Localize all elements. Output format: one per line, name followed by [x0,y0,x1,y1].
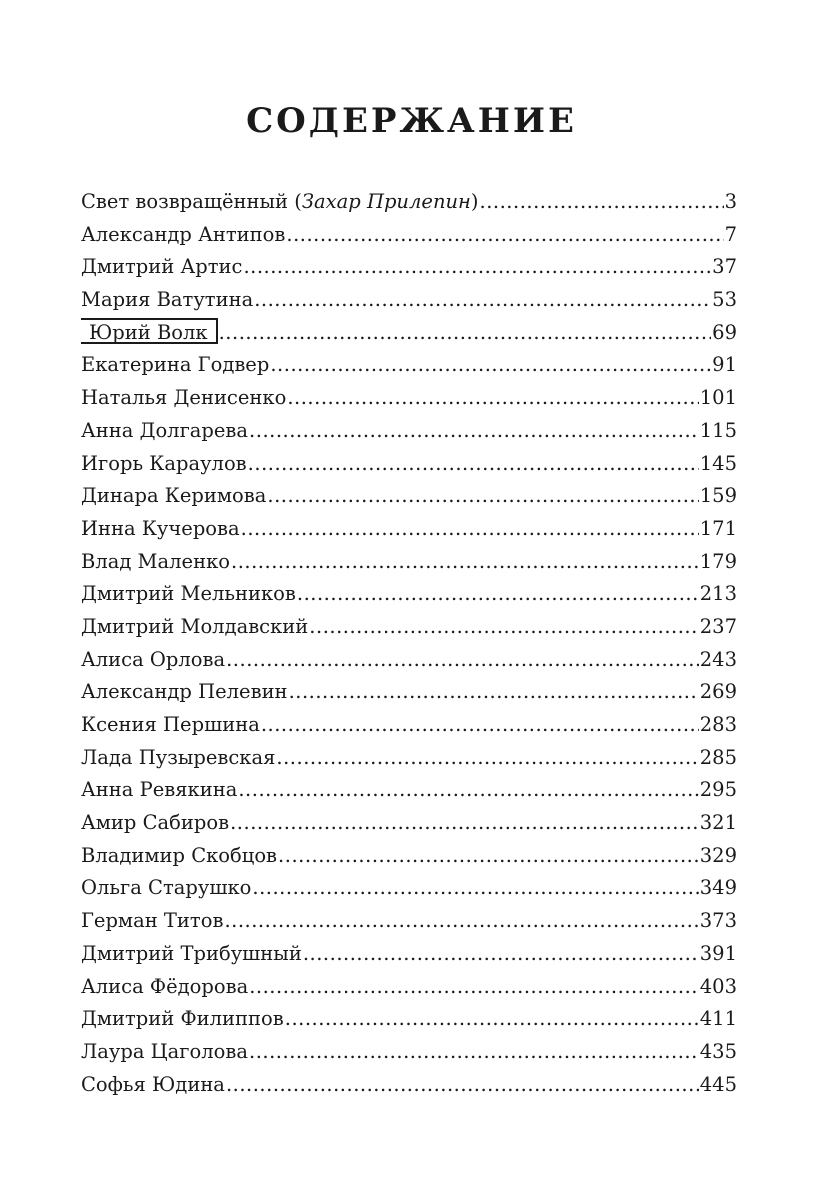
toc-entry-name: Дмитрий Молдавский [81,614,309,638]
toc-page-number: 159 [699,484,737,508]
toc-page-number: 37 [712,255,737,279]
toc-page-number: 391 [699,941,737,965]
toc-entry-name: Екатерина Годвер [81,353,270,377]
toc-entry-name: Анна Ревякина [81,778,238,802]
toc-page-number: 435 [699,1039,737,1063]
toc-page-number: 295 [699,778,737,802]
toc-entry-name: Амир Сабиров [81,811,230,835]
dot-leader [286,219,723,252]
dot-leader [287,382,698,415]
toc-page-number: 329 [699,843,737,867]
toc-page-number: 7 [724,222,737,246]
toc-entry-name: Ольга Старушко [81,876,252,900]
dot-leader [249,971,699,1004]
dot-leader [226,1069,699,1102]
toc-entry [81,709,737,742]
dot-leader [297,578,699,611]
toc-entry-name: Наталья Денисенко [81,386,287,410]
toc-entry-name: Софья Юдина [81,1072,225,1096]
toc-entry [81,219,737,252]
dot-leader [303,938,699,971]
toc-entry [81,644,737,677]
toc-page-number: 179 [699,549,737,573]
toc-entry [81,774,737,807]
dot-leader [224,905,698,938]
dot-leader [238,774,698,807]
dot-leader [270,349,711,382]
dot-leader [241,513,699,546]
toc-entry [81,1069,737,1102]
toc-entry [81,480,737,513]
dot-leader [248,448,699,481]
toc-page-number: 285 [699,745,737,769]
dot-leader [243,251,711,284]
toc-entry [81,448,737,481]
toc-entry-name: Лада Пузыревская [81,745,276,769]
toc-entry [81,840,737,873]
toc-entry [81,349,737,382]
toc-entry-name: Лаура Цаголова [81,1039,248,1063]
dot-leader [309,611,698,644]
toc-entry [81,251,737,284]
toc-entry-name: Алиса Орлова [81,647,226,671]
toc-entry-name: Игорь Караулов [81,451,247,475]
dot-leader [267,480,698,513]
toc-page-number: 91 [712,353,737,377]
table-of-contents [81,186,737,1101]
dot-leader [278,840,699,873]
toc-entry-editor: Захар Прилепин [301,190,471,213]
dot-leader [226,644,699,677]
toc-entry [81,415,737,448]
toc-entry [81,742,737,775]
toc-entry-name: Анна Долгарева [81,418,249,442]
toc-entry [81,807,737,840]
toc-page-number: 403 [699,974,737,998]
toc-page-number: 373 [699,909,737,933]
toc-entry-name: Владимир Скобцов [81,843,278,867]
toc-entry [81,938,737,971]
toc-page-number: 411 [699,1007,737,1031]
dot-leader [480,186,724,219]
toc-page-number: 3 [724,190,737,213]
toc-entry-name: Ксения Першина [81,713,260,736]
toc-entry [81,317,737,350]
toc-entry-name: Дмитрий Филиппов [81,1007,284,1031]
toc-page-number: 237 [699,614,737,638]
toc-entry [81,971,737,1004]
toc-entry [81,382,737,415]
toc-entry-name: Дмитрий Мельников [81,582,296,606]
toc-entry-name: Влад Маленко [81,549,230,573]
toc-page-number: 53 [712,288,737,312]
dot-leader [285,1003,699,1036]
toc-entry [81,1036,737,1069]
toc-entry [81,186,737,219]
toc-entry-name: Дмитрий Трибушный [81,941,302,965]
toc-entry [81,578,737,611]
toc-entry-name: Динара Керимова [81,484,267,508]
toc-entry [81,676,737,709]
toc-page-number: 69 [712,320,737,344]
toc-entry-name: Герман Титов [81,909,224,933]
page-title: СОДЕРЖАНИЕ [246,101,577,141]
toc-page-number: 171 [699,516,737,540]
toc-entry [81,1003,737,1036]
toc-page-number: 243 [699,647,737,671]
toc-entry [81,284,737,317]
toc-entry [81,611,737,644]
toc-entry [81,546,737,579]
dot-leader [230,807,699,840]
dot-leader [254,284,711,317]
dot-leader [249,1036,699,1069]
toc-page-number: 145 [699,451,737,475]
toc-entry-name: Инна Кучерова [81,516,240,540]
toc-entry-name: Мария Ватутина [81,288,254,312]
dot-leader [231,546,699,579]
dot-leader [261,709,699,742]
toc-page-number: 115 [699,418,737,442]
toc-page-number: 445 [699,1072,737,1096]
dot-leader [252,872,698,905]
toc-page-number: 213 [699,582,737,606]
toc-entry-name: Александр Пелевин [81,680,288,704]
toc-page-number: 101 [699,386,737,410]
toc-entry [81,905,737,938]
toc-entry-name-highlighted: Юрий Волк [81,318,218,344]
toc-page-number: 283 [699,713,737,736]
toc-page-number: 269 [699,680,737,704]
dot-leader [249,415,699,448]
toc-entry [81,513,737,546]
dot-leader [219,317,712,350]
toc-entry [81,872,737,905]
toc-entry-name: Александр Антипов [81,222,286,246]
toc-entry-name: Дмитрий Артис [81,255,243,279]
toc-entry-name: Свет возвращённый (Захар Прилепин) [81,190,479,213]
toc-entry-name: Алиса Фёдорова [81,974,249,998]
toc-page-number: 321 [699,811,737,835]
toc-page-number: 349 [699,876,737,900]
dot-leader [276,742,698,775]
dot-leader [289,676,699,709]
